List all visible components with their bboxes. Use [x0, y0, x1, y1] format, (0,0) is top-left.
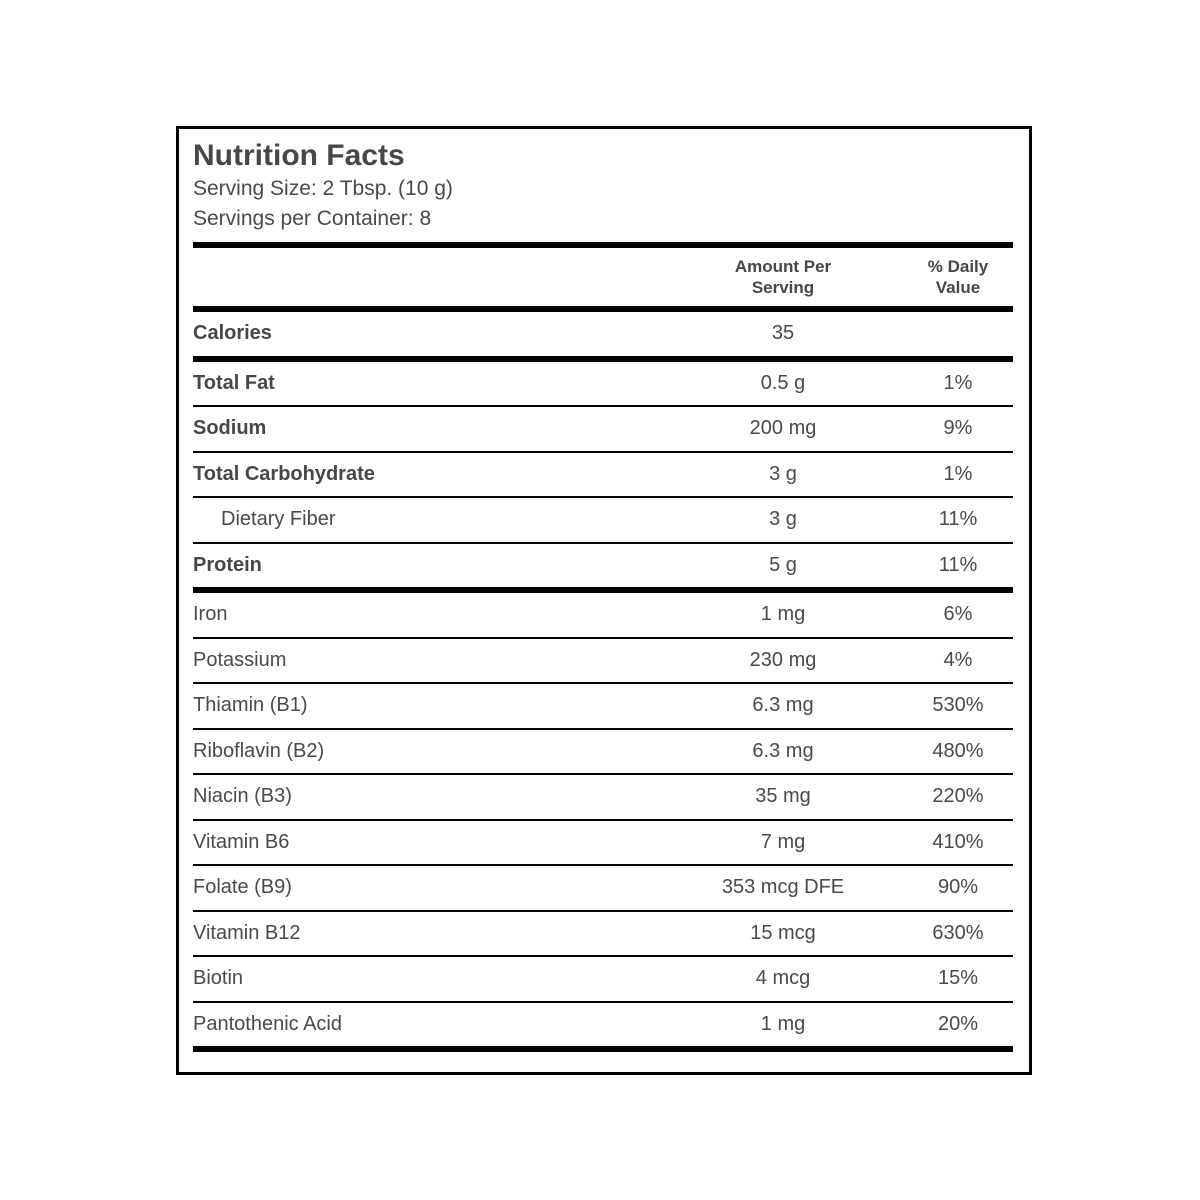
nutrient-daily-value: 220%: [932, 785, 984, 808]
nutrient-name: Potassium: [193, 648, 287, 671]
column-header-row: [193, 248, 1013, 306]
nutrient-name: Thiamin (B1): [193, 694, 308, 717]
nutrient-amount: 1 mg: [760, 1012, 806, 1035]
row-calories: [193, 312, 1013, 356]
row-potassium: [193, 639, 1013, 683]
nutrient-amount: 353 mcg DFE: [721, 876, 845, 899]
row-iron: [193, 593, 1013, 637]
nutrient-amount: 230 mg: [749, 648, 817, 671]
row-niacin-b3: [193, 775, 1013, 819]
row-vitamin-b6: [193, 821, 1013, 865]
nutrient-name: Folate (B9): [193, 876, 292, 899]
nutrition-facts-label: [176, 126, 1032, 1075]
nutrient-daily-value: 1%: [943, 371, 973, 394]
nutrient-daily-value: 4%: [943, 648, 973, 671]
dv-header-line2: Value: [935, 278, 981, 297]
nutrient-daily-value: 410%: [932, 830, 984, 853]
nutrient-name: Dietary Fiber: [221, 508, 336, 531]
nutrient-amount: 3 g: [769, 508, 797, 531]
label-header: [193, 138, 1013, 242]
nutrient-name: Vitamin B6: [193, 830, 290, 853]
nutrient-name: Calories: [193, 322, 272, 345]
row-total-carbohydrate: [193, 453, 1013, 497]
nutrient-daily-value: 1%: [943, 462, 973, 485]
nutrient-daily-value: 480%: [932, 739, 984, 762]
row-riboflavin-b2: [193, 730, 1013, 774]
label-title: Nutrition Facts: [193, 139, 405, 172]
nutrient-name: Vitamin B12: [193, 921, 301, 944]
nutrient-name: Iron: [193, 603, 228, 626]
daily-value-header: [903, 256, 1013, 298]
nutrient-amount: 1 mg: [760, 603, 806, 626]
nutrient-amount: 6.3 mg: [752, 739, 814, 762]
divider-thick: [193, 1046, 1013, 1052]
nutrient-amount: 200 mg: [749, 417, 817, 440]
nutrient-daily-value: 11%: [938, 553, 978, 576]
nutrient-daily-value: 11%: [938, 508, 978, 531]
nutrient-amount: 3 g: [769, 462, 797, 485]
row-sodium: [193, 407, 1013, 451]
serving-size-text: Serving Size: 2 Tbsp. (10 g): [193, 177, 453, 200]
row-total-fat: [193, 362, 1013, 406]
nutrient-daily-value: 9%: [943, 417, 973, 440]
nutrient-amount: 7 mg: [760, 830, 806, 853]
amount-header-line2: Serving: [751, 278, 815, 297]
dv-header-line1: % Daily: [927, 257, 989, 276]
row-pantothenic-acid: [193, 1003, 1013, 1047]
row-protein: [193, 544, 1013, 588]
servings-per-container-text: Servings per Container: 8: [193, 207, 432, 230]
nutrient-amount: 5 g: [769, 553, 797, 576]
nutrient-amount: 15 mcg: [750, 921, 816, 944]
nutrient-name: Pantothenic Acid: [193, 1012, 342, 1035]
row-thiamin-b1: [193, 684, 1013, 728]
nutrient-daily-value: 15%: [937, 967, 979, 990]
row-dietary-fiber: [193, 498, 1013, 542]
nutrient-daily-value: 630%: [932, 921, 984, 944]
nutrient-daily-value: 6%: [943, 603, 973, 626]
row-vitamin-b12: [193, 912, 1013, 956]
nutrient-name: Riboflavin (B2): [193, 739, 325, 762]
row-biotin: [193, 957, 1013, 1001]
nutrient-amount: 4 mcg: [755, 967, 811, 990]
nutrient-name: Total Fat: [193, 371, 275, 394]
row-folate-b9: [193, 866, 1013, 910]
nutrient-daily-value: 20%: [937, 1012, 979, 1035]
nutrient-name: Niacin (B3): [193, 785, 292, 808]
amount-per-serving-header: [663, 256, 903, 298]
nutrient-name: Protein: [193, 553, 262, 576]
nutrient-amount: 6.3 mg: [752, 694, 814, 717]
nutrient-daily-value: 530%: [932, 694, 984, 717]
nutrient-amount: 35 mg: [755, 785, 811, 808]
nutrient-amount: 0.5 g: [760, 371, 806, 394]
amount-header-line1: Amount Per: [734, 257, 832, 276]
nutrient-amount: 35: [771, 322, 795, 345]
nutrient-name: Total Carbohydrate: [193, 462, 375, 485]
nutrient-name: Biotin: [193, 967, 244, 990]
nutrient-name: Sodium: [193, 417, 267, 440]
nutrient-daily-value: 90%: [937, 876, 979, 899]
